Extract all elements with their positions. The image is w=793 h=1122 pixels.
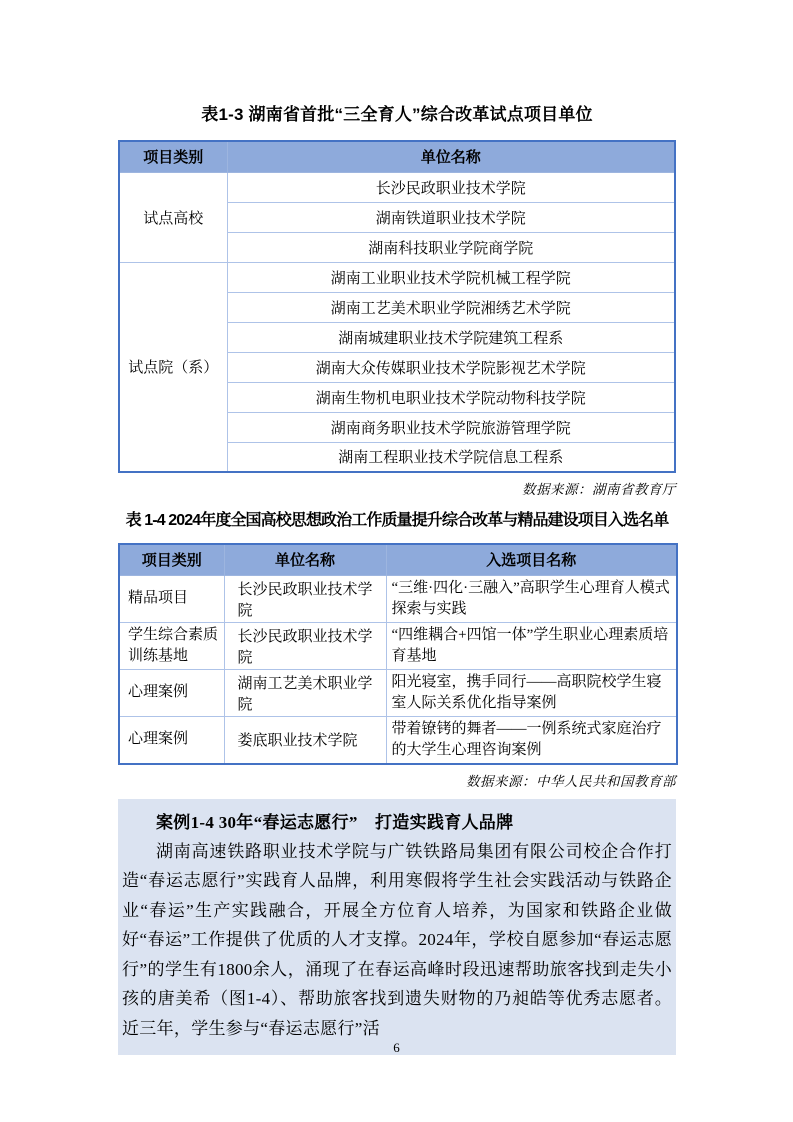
unit-cell: 湖南工艺美术职业学院湘绣艺术学院 bbox=[227, 292, 675, 322]
column-header: 单位名称 bbox=[227, 141, 675, 172]
case-study-body: 湖南高速铁路职业技术学院与广铁铁路局集团有限公司校企合作打造“春运志愿行”实践育人品牌，利用寒假将学生社会实践活动与铁路企业“春运”生产实践融合，开展全方位育人培养，为国家和铁路企业做好“春运”工作提供了优质的人才支撑。2024年，学校自愿参加“春运志愿行”的学生有1800余人，涌现了在春运高峰时段迅速帮助旅客找到走失小孩的唐美希（图1-4）、帮助旅客找到遗失财物的乃昶皓等优秀志愿者。近三年，学生参与“春运志愿行”活 bbox=[122, 841, 672, 1038]
column-header: 项目类别 bbox=[119, 141, 227, 172]
table-row bbox=[119, 172, 675, 202]
unit-cell: 湖南铁道职业技术学院 bbox=[227, 202, 675, 232]
unit-cell: 湖南大众传媒职业技术学院影视艺术学院 bbox=[227, 352, 675, 382]
column-header: 入选项目名称 bbox=[386, 544, 677, 575]
unit-cell: 长沙民政职业技术学院 bbox=[224, 622, 386, 669]
selected-projects-table bbox=[118, 543, 678, 765]
table-row bbox=[119, 716, 677, 764]
unit-cell: 娄底职业技术学院 bbox=[224, 716, 386, 764]
unit-cell: 湖南商务职业技术学院旅游管理学院 bbox=[227, 412, 675, 442]
column-header: 项目类别 bbox=[119, 544, 224, 575]
unit-cell: 湖南科技职业学院商学院 bbox=[227, 232, 675, 262]
table2-header bbox=[119, 544, 677, 575]
table1-header bbox=[119, 141, 675, 172]
table2-title: 表 1-4 2024年度全国高校思想政治工作质量提升综合改革与精品建设项目入选名单 bbox=[125, 512, 669, 529]
project-cell: 带着镣铐的舞者——一例系统式家庭治疗的大学生心理咨询案例 bbox=[386, 716, 677, 764]
unit-cell: 湖南生物机电职业技术学院动物科技学院 bbox=[227, 382, 675, 412]
page-number: 6 bbox=[393, 1040, 400, 1055]
project-cell: “四维耦合+四馆一体”学生职业心理素质培育基地 bbox=[386, 622, 677, 669]
category-cell: 试点高校 bbox=[119, 172, 227, 262]
table-row bbox=[119, 575, 677, 622]
unit-cell: 长沙民政职业技术学院 bbox=[224, 575, 386, 622]
table-row bbox=[119, 669, 677, 716]
unit-cell: 长沙民政职业技术学院 bbox=[227, 172, 675, 202]
category-cell: 心理案例 bbox=[119, 716, 224, 764]
table-row bbox=[119, 262, 675, 292]
unit-cell: 湖南工业职业技术学院机械工程学院 bbox=[227, 262, 675, 292]
table1-source: 数据来源：湖南省教育厅 bbox=[522, 482, 676, 497]
project-cell: “三维·四化·三融入”高职学生心理育人模式探索与实践 bbox=[386, 575, 677, 622]
unit-cell: 湖南工程职业技术学院信息工程系 bbox=[227, 442, 675, 472]
column-header: 单位名称 bbox=[224, 544, 386, 575]
category-cell: 精品项目 bbox=[119, 575, 224, 622]
case-study-title: 案例1-4 30年“春运志愿行” 打造实践育人品牌 bbox=[156, 812, 514, 832]
category-cell: 试点院（系） bbox=[119, 262, 227, 472]
category-cell: 心理案例 bbox=[119, 669, 224, 716]
pilot-units-table bbox=[118, 140, 676, 473]
table-row bbox=[119, 622, 677, 669]
project-cell: 阳光寝室，携手同行——高职院校学生寝室人际关系优化指导案例 bbox=[386, 669, 677, 716]
unit-cell: 湖南城建职业技术学院建筑工程系 bbox=[227, 322, 675, 352]
unit-cell: 湖南工艺美术职业学院 bbox=[224, 669, 386, 716]
table2-source: 数据来源：中华人民共和国教育部 bbox=[466, 773, 676, 789]
category-cell: 学生综合素质训练基地 bbox=[119, 622, 224, 669]
table1-title: 表1-3 湖南省首批“三全育人”综合改革试点项目单位 bbox=[201, 105, 593, 124]
case-study-block bbox=[118, 799, 676, 1056]
page-content bbox=[118, 100, 676, 1055]
